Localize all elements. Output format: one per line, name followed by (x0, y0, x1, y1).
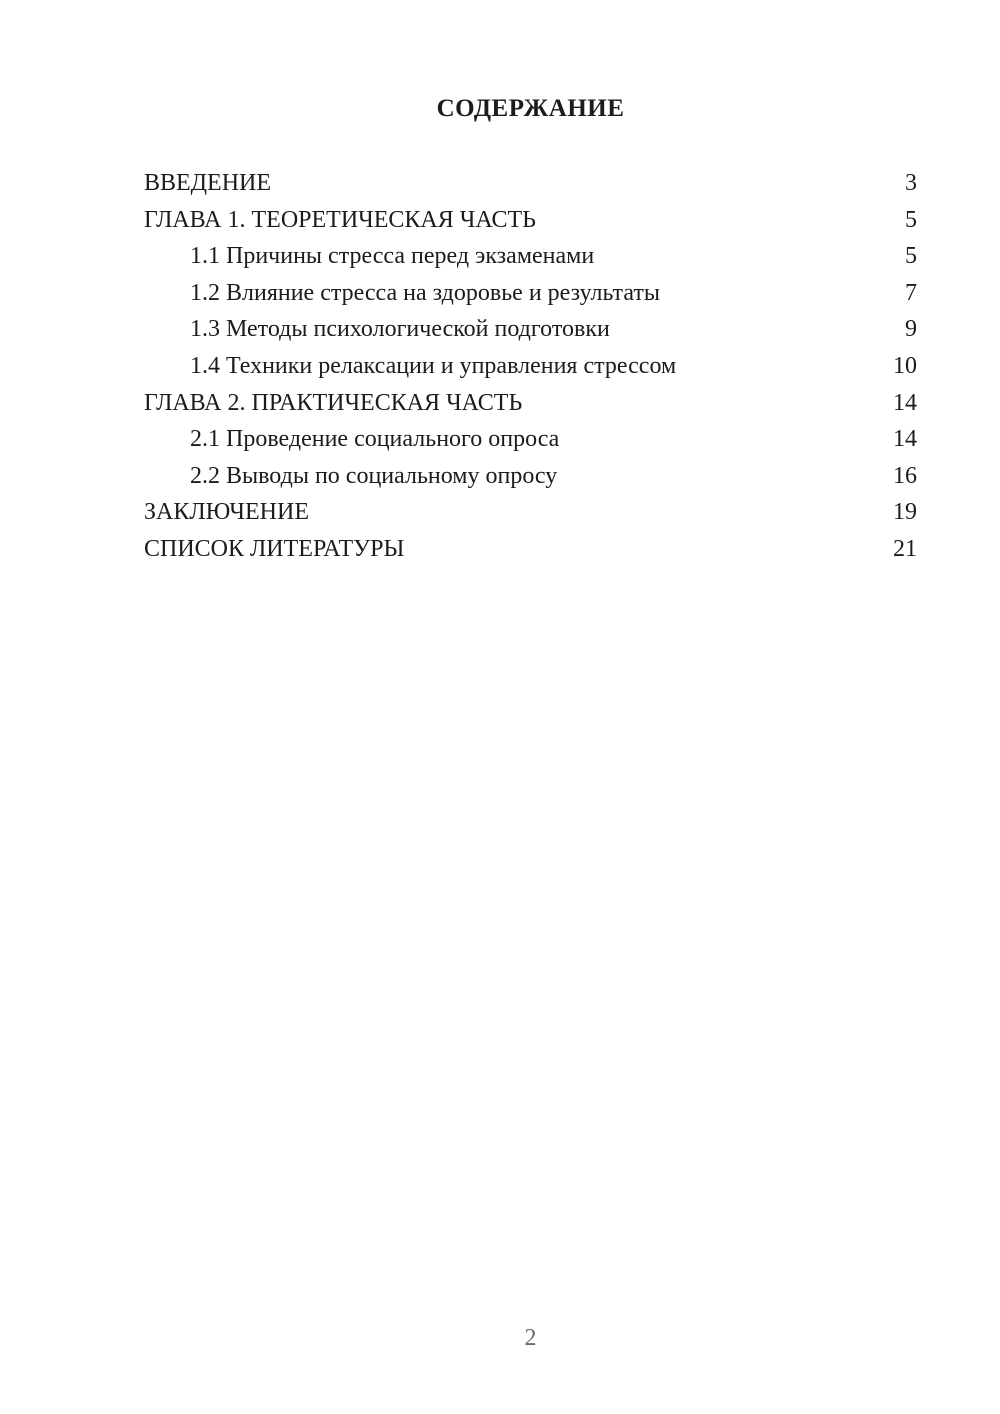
toc-entry (144, 531, 917, 568)
toc-entry-page-number: 19 (893, 499, 917, 526)
toc-entry (144, 421, 917, 458)
toc-entry-page-number: 9 (905, 316, 917, 343)
toc-entry-label: ЗАКЛЮЧЕНИЕ (144, 499, 309, 526)
toc-entry (144, 348, 917, 385)
toc-entry-page-number: 21 (893, 535, 917, 562)
toc-entry-label: ГЛАВА 1. ТЕОРЕТИЧЕСКАЯ ЧАСТЬ (144, 206, 536, 233)
toc-entry (144, 202, 917, 239)
toc-entry-label: СПИСОК ЛИТЕРАТУРЫ (144, 535, 405, 562)
toc-entry-page-number: 14 (893, 426, 917, 453)
toc-entry-page-number: 3 (905, 170, 917, 196)
toc-entry (144, 165, 917, 202)
toc-entry-label: ВВЕДЕНИЕ (144, 170, 272, 196)
toc-entry (144, 494, 917, 531)
toc-entry-label: 2.2 Выводы по социальному опросу (190, 462, 558, 489)
toc-entry (144, 238, 917, 275)
toc-entry-page-number: 14 (893, 389, 917, 416)
toc-entry-label: 2.1 Проведение социального опроса (190, 426, 560, 453)
toc-entry-page-number: 7 (905, 279, 917, 306)
toc-entry-page-number: 16 (893, 462, 917, 489)
toc-entry-label: 1.1 Причины стресса перед экзаменами (190, 243, 595, 270)
toc-entry (144, 385, 917, 422)
toc-entry (144, 458, 917, 495)
toc-entry-label: ГЛАВА 2. ПРАКТИЧЕСКАЯ ЧАСТЬ (144, 389, 523, 416)
footer-page-number: 2 (524, 1325, 537, 1351)
toc-entry-label: 1.2 Влияние стресса на здоровье и результаты (190, 279, 660, 306)
toc-entry-page-number: 5 (905, 206, 917, 233)
toc-entry-page-number: 5 (905, 243, 917, 270)
page-title: СОДЕРЖАНИЕ (436, 95, 625, 122)
toc-entry-page-number: 10 (893, 352, 917, 379)
toc-entry-label: 1.4 Техники релаксации и управления стрессом (190, 352, 677, 379)
toc-entry-label: 1.3 Методы психологической подготовки (190, 316, 610, 343)
toc-list (144, 165, 917, 568)
toc-entry (144, 275, 917, 312)
toc-entry (144, 311, 917, 348)
